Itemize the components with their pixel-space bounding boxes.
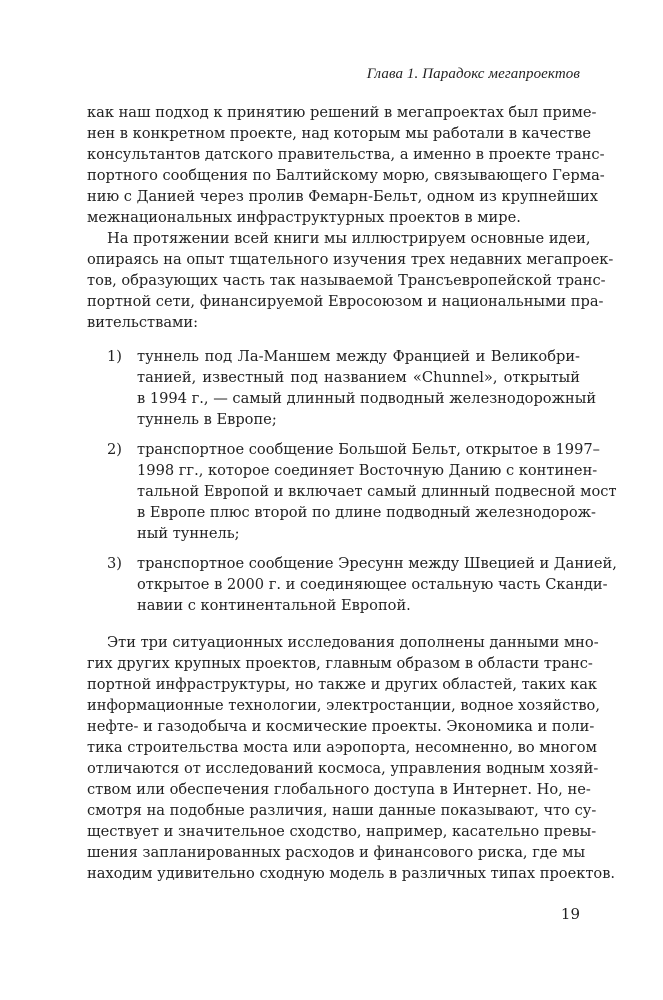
text-line: информационные технологии, электростанции, водное хозяйство, (87, 697, 600, 714)
list-number: 3) (107, 555, 122, 572)
text-line: нен в конкретном проекте, над которым мы работали в качестве (87, 125, 591, 142)
text-line: На протяжении всей книги мы иллюстрируем основные идеи, (107, 230, 591, 247)
text-line: ный туннель; (137, 525, 240, 542)
text-line: ществует и значительное сходство, например, касательно превы- (87, 823, 597, 840)
list-number: 2) (107, 441, 122, 458)
text-line: танией, известный под названием «Chunnel», открытый (137, 369, 580, 386)
text-line: опираясь на опыт тщательного изучения трех недавних мегапроек- (87, 251, 614, 268)
text-line: тика строительства моста или аэропорта, несомненно, во многом (87, 739, 597, 756)
text-line: открытое в 2000 г. и соединяющее остальную часть Сканди- (137, 576, 608, 593)
text-line: шения запланированных расходов и финансового риска, где мы (87, 844, 586, 861)
text-line: тов, образующих часть так называемой Трансъевропейской транс- (87, 272, 606, 289)
text-line: портной сети, финансируемой Евросоюзом и национальными пра- (87, 293, 604, 310)
text-line: в 1994 г., — самый длинный подводный железнодорожный (137, 390, 597, 407)
text-line: нефте- и газодобыча и космические проекты. Экономика и поли- (87, 718, 595, 735)
running-header: Глава 1. Парадокс мегапроектов (366, 66, 580, 82)
text-line: смотря на подобные различия, наши данные показывают, что су- (87, 802, 597, 819)
text-line: межнациональных инфраструктурных проектов в мире. (87, 209, 521, 226)
text-line: в Европе плюс второй по длине подводный железнодорож- (137, 504, 596, 521)
paragraph-1 (87, 102, 605, 228)
text-line: портного сообщения по Балтийскому морю, связывающего Герма- (87, 167, 605, 184)
text-line: консультантов датского правительства, а именно в проекте транс- (87, 146, 605, 163)
text-line: транспортное сообщение Эресунн между Швецией и Данией, (137, 555, 617, 572)
text-line: Эти три ситуационных исследования дополнены данными мно- (107, 634, 599, 651)
text-line: навии с континентальной Европой. (137, 597, 411, 614)
text-line: транспортное сообщение Большой Бельт, открытое в 1997– (137, 441, 600, 458)
paragraph-3 (87, 632, 616, 884)
text-line: туннель под Ла-Маншем между Францией и Великобри- (137, 348, 580, 365)
text-line: туннель в Европе; (137, 411, 277, 428)
page-number: 19 (560, 905, 580, 923)
text-line: вительствами: (87, 314, 199, 331)
text-line: гих других крупных проектов, главным образом в области транс- (87, 655, 593, 672)
text-line: ством или обеспечения глобального доступа в Интернет. Но, не- (87, 781, 591, 798)
text-line: нию с Данией через пролив Фемарн-Бельт, одном из крупнейших (87, 188, 598, 205)
paragraph-2 (87, 228, 614, 333)
text-line: 1998 гг., которое соединяет Восточную Данию с континен- (137, 462, 598, 479)
text-line: портной инфраструктуры, но также и других областей, таких как (87, 676, 598, 693)
text-line: тальной Европой и включает самый длинный подвесной мост (137, 483, 617, 500)
list-number: 1) (107, 348, 122, 365)
text-line: находим удивительно сходную модель в различных типах проектов. (87, 865, 616, 882)
text-line: отличаются от исследований космоса, управления водным хозяй- (87, 760, 599, 777)
text-line: как наш подход к принятию решений в мегапроектах был приме- (87, 104, 597, 121)
